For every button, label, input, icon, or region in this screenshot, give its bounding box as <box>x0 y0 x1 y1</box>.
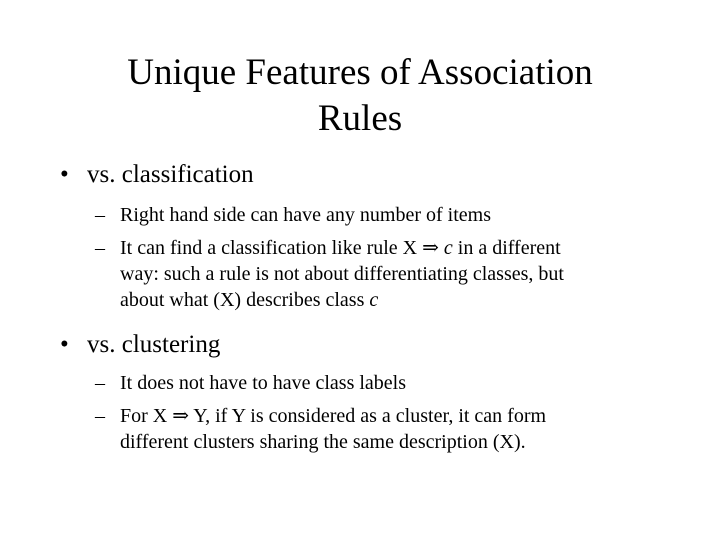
bullet-marker: • <box>60 331 69 358</box>
dash-marker: – <box>95 204 105 226</box>
text-run: For X <box>120 405 173 427</box>
bullet-heading-classification: vs. classification <box>87 161 254 188</box>
bullet-marker: • <box>60 161 69 188</box>
subitem-line-3 <box>120 287 665 313</box>
dash-marker: – <box>95 237 105 259</box>
subitem-line-2: different clusters sharing the same description (X). <box>120 431 526 453</box>
slide-title <box>60 50 660 142</box>
variable-c: c <box>369 289 379 311</box>
title-line-2: Rules <box>317 98 403 139</box>
implies-arrow: ⇒ <box>422 237 439 259</box>
subitem-line-2: way: such a rule is not about differentiating classes, but <box>120 263 564 285</box>
subitem-text: It does not have to have class labels <box>120 372 407 394</box>
title-line-1: Unique Features of Association <box>127 52 593 93</box>
subitem-text: Right hand side can have any number of items <box>120 204 492 226</box>
dash-marker: – <box>95 405 105 427</box>
implies-arrow: ⇒ <box>172 405 189 427</box>
variable-c: c <box>443 237 453 259</box>
text-run: in a different <box>452 237 561 259</box>
subitem-line-1 <box>120 235 665 261</box>
bullet-heading-clustering: vs. clustering <box>87 331 221 358</box>
subitem-line-1 <box>120 403 665 429</box>
text-run: about what (X) describes class <box>120 289 370 311</box>
dash-marker: – <box>95 372 105 394</box>
text-run: It can find a classification like rule X <box>120 237 423 259</box>
text-run: Y, if Y is considered as a cluster, it can form <box>189 405 547 427</box>
